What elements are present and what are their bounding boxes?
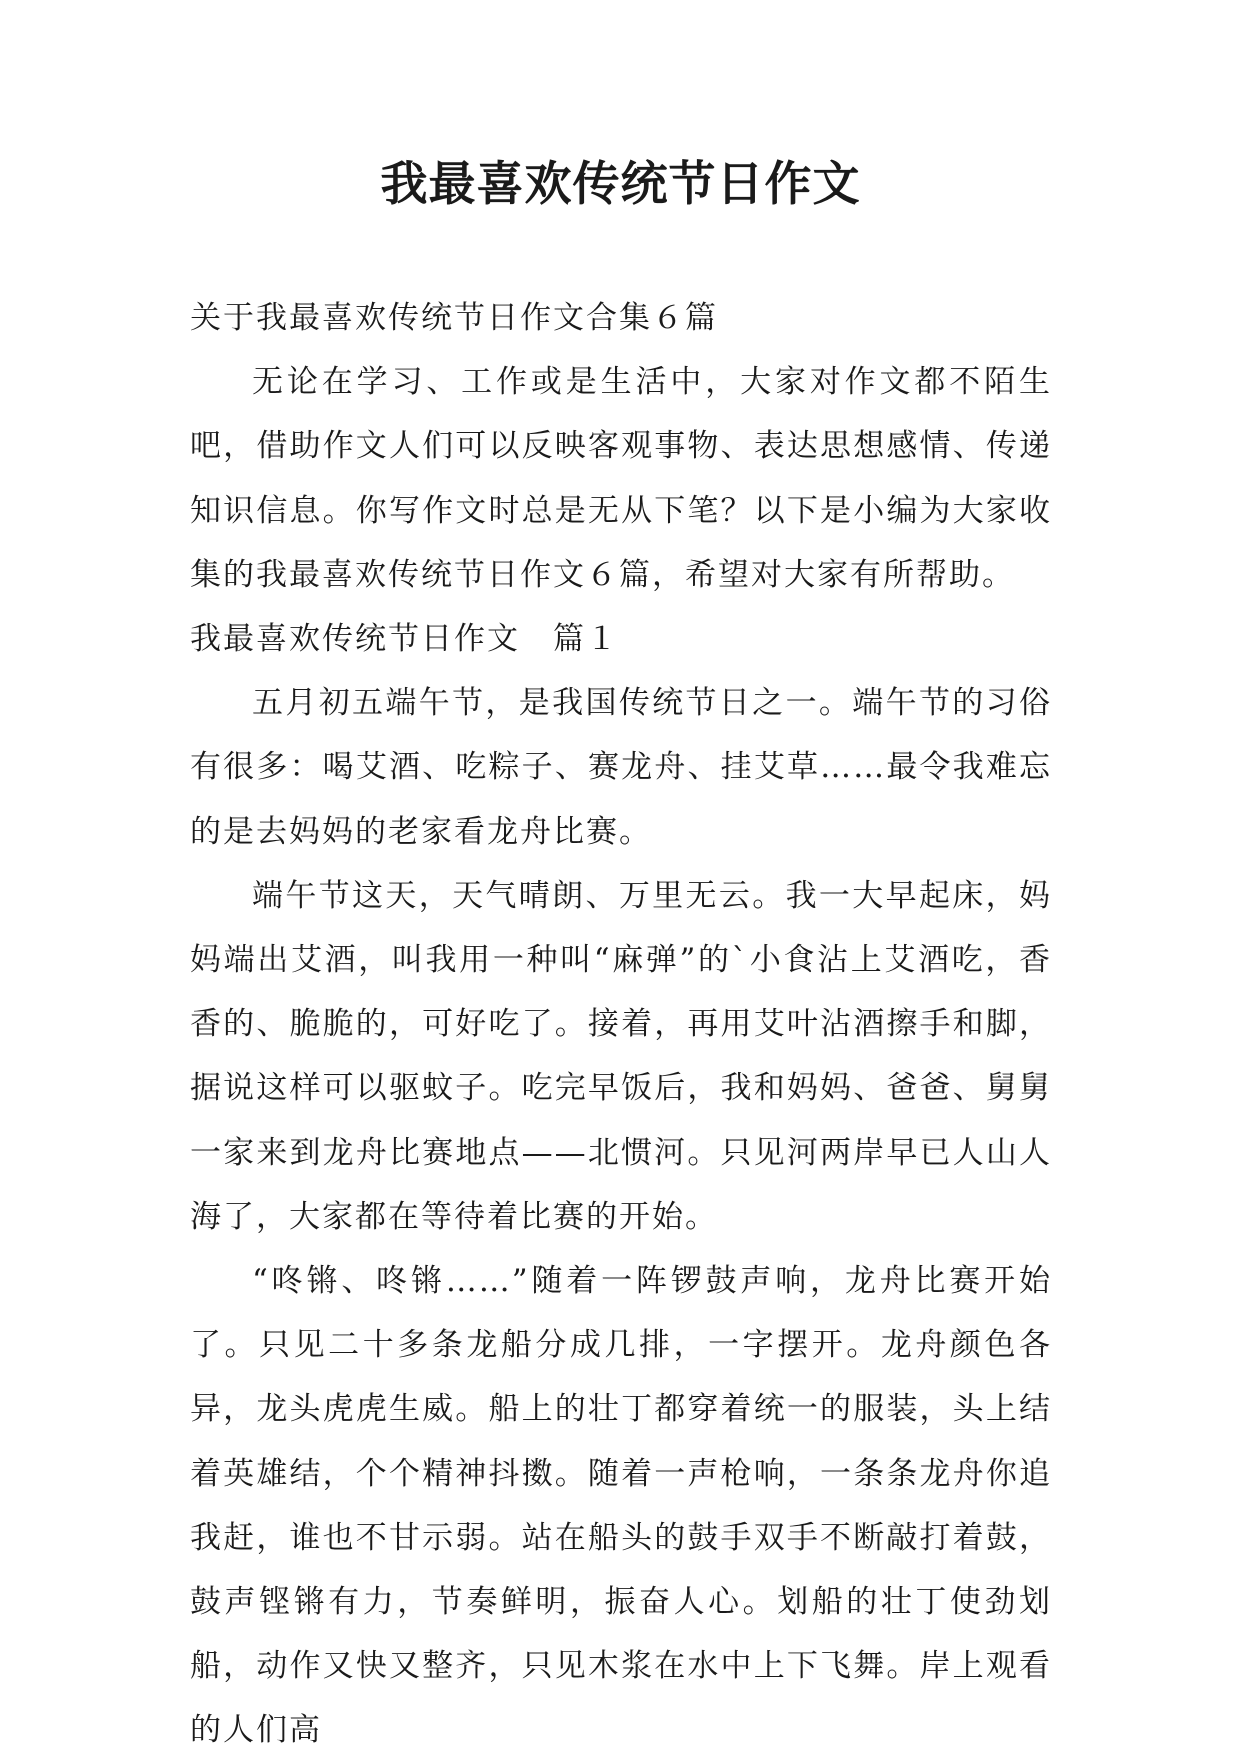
body-paragraph: 五月初五端午节，是我国传统节日之一。端午节的习俗有很多：喝艾酒、吃粽子、赛龙舟、挂艾草……最令我难忘的是去妈妈的老家看龙舟比赛。 (190, 685, 1052, 850)
body-paragraph: “咚锵、咚锵……”随着一阵锣鼓声响，龙舟比赛开始了。只见二十多条龙船分成几排，一字摆开。龙舟颜色各异，龙头虎虎生威。船上的壮丁都穿着统一的服装，头上结着英雄结，个个精神抖擞。随着一声枪响，一条条龙舟你追我赶，谁也不甘示弱。站在船头的鼓手双手不断敲打着鼓，鼓声铿锵有力，节奏鲜明，振奋人心。划船的壮丁使劲划船，动作又快又整齐，只见木浆在水中上下飞舞。岸上观看的人们高 (190, 1263, 1052, 1749)
document-subtitle: 关于我最喜欢传统节日作文合集６篇 (190, 300, 718, 336)
body-paragraph: 端午节这天，天气晴朗、万里无云。我一大早起床，妈妈端出艾酒，叫我用一种叫“麻弹”的`小食沾上艾酒吃，香香的、脆脆的，可好吃了。接着，再用艾叶沾酒擦手和脚，据说这样可以驱蚊子。吃完早饭后，我和妈妈、爸爸、舅舅一家来到龙舟比赛地点——北惯河。只见河两岸早已人山人海了，大家都在等待着比赛的开始。 (190, 877, 1052, 1235)
section-heading: 我最喜欢传统节日作文 篇１ (190, 621, 619, 658)
document-title: 我最喜欢传统节日作文 (380, 157, 861, 212)
intro-paragraph: 无论在学习、工作或是生活中，大家对作文都不陌生吧，借助作文人们可以反映客观事物、表达思想感情、传递知识信息。你写作文时总是无从下笔？以下是小编为大家收集的我最喜欢传统节日作文６篇，希望对大家有所帮助。 (190, 364, 1052, 593)
document-body (190, 286, 1052, 1763)
